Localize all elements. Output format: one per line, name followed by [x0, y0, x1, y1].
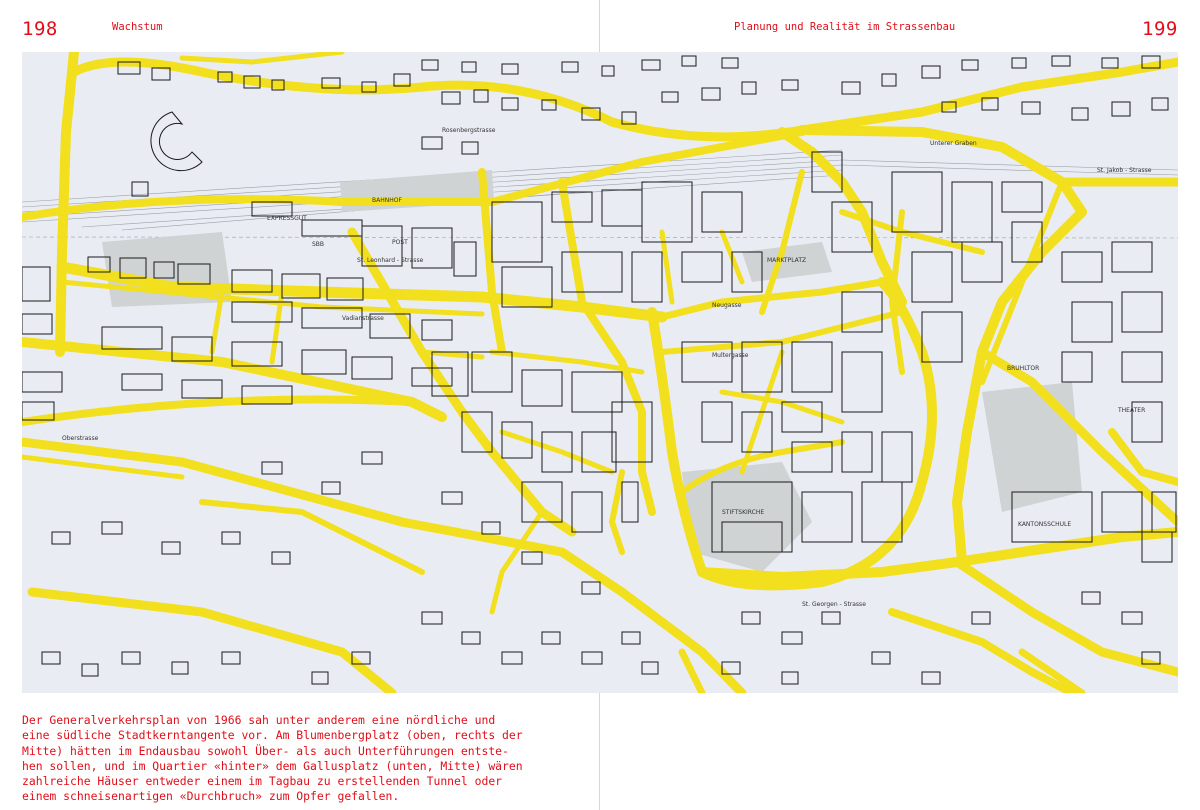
label-sbb: SBB — [312, 241, 325, 248]
left-running-head: Wachstum — [112, 21, 163, 33]
label-stiftskirche: STIFTSKIRCHE — [722, 509, 765, 516]
label-expressgut: EXPRESSGUT — [267, 215, 307, 222]
label-post: POST — [392, 239, 408, 246]
label-marktplatz: MARKTPLATZ — [767, 257, 807, 264]
label-unterer-graben: Unterer Graben — [930, 140, 977, 147]
street-plan-svg — [22, 52, 1178, 693]
label-st-georgen: St. Georgen - Strasse — [802, 601, 866, 608]
label-kantonsschule: KANTONSSCHULE — [1018, 521, 1072, 528]
street-plan-map — [22, 52, 1178, 693]
label-st-jakob: St. Jakob - Strasse — [1097, 167, 1152, 174]
label-multergasse: Multergasse — [712, 352, 749, 359]
right-running-head: Planung und Realität im Strassenbau — [734, 21, 956, 33]
label-oberstrasse: Oberstrasse — [62, 435, 99, 442]
left-page-number: 198 — [22, 18, 58, 40]
label-bruhltor: BRUHLTOR — [1007, 365, 1040, 372]
map-caption: Der Generalverkehrsplan von 1966 sah unter anderem eine nördliche und eine südliche Stadtkerntangente vor. Am Blumenbergplatz (oben, rechts der Mitte) hätten im Endausbau sowohl Über- als auch Unterführungen entste- hen sollen, und im Quartier «hinter» dem Gallusplatz (unten, Mitte) wären zahlreiche Häuser entweder einem im Tagbau zu erstellenden Tunnel oder einem schneisenartigen «Durchbruch» zum Opfer gefallen. — [22, 713, 523, 804]
railway-tracks — [22, 150, 1178, 238]
label-theater: THEATER — [1118, 407, 1146, 414]
label-neugasse: Neugasse — [712, 302, 742, 309]
label-rosenbergstrasse: Rosenbergstrasse — [442, 127, 496, 134]
right-page-number: 199 — [1142, 18, 1178, 40]
label-st-leonhard: St. Leonhard - Strasse — [357, 257, 424, 264]
label-vadianstrasse: Vadianstrasse — [342, 315, 384, 322]
label-bahnhof: BAHNHOF — [372, 197, 402, 204]
